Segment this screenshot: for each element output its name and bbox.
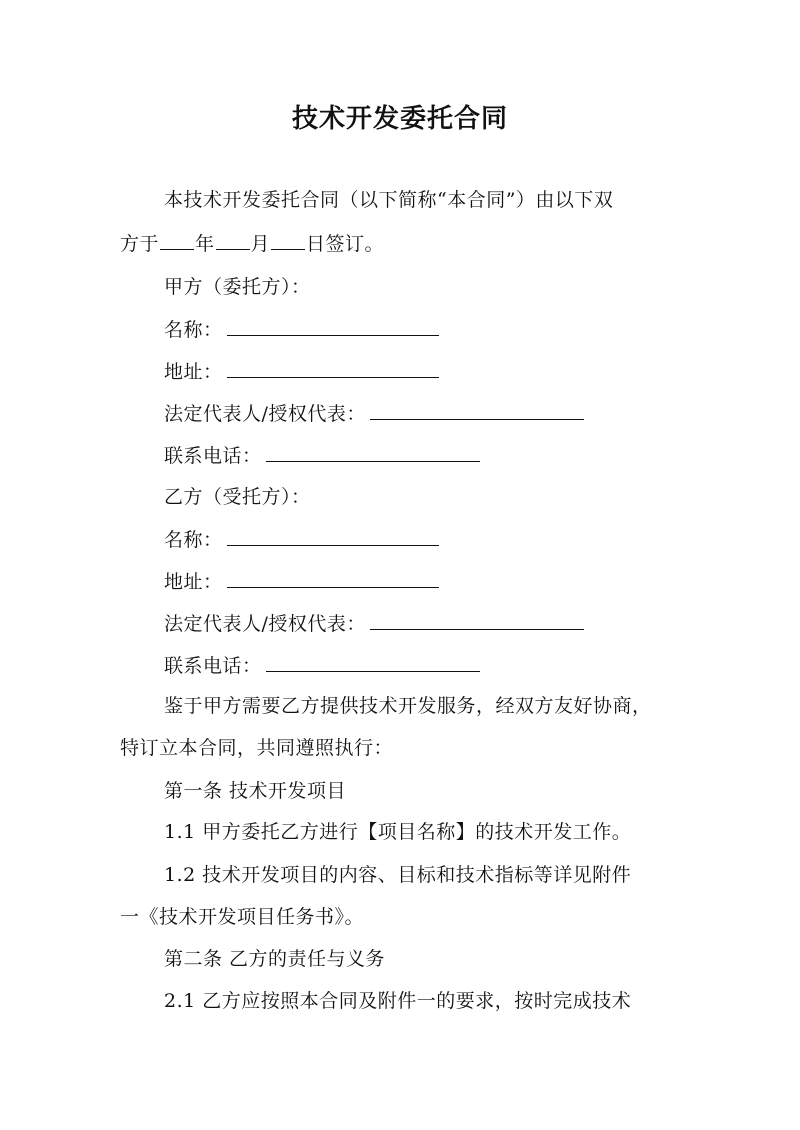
intro-line-2	[120, 230, 700, 258]
article-2-heading: 第二条 乙方的责任与义务	[164, 948, 386, 970]
party-a-phone-row	[120, 441, 744, 470]
day-blank[interactable]	[271, 231, 305, 250]
party-b-name-field[interactable]	[227, 525, 439, 546]
party-b-rep-field[interactable]	[370, 609, 584, 630]
party-a-phone-field[interactable]	[266, 441, 480, 462]
party-a-name-field[interactable]	[227, 315, 439, 336]
party-b-address-row	[120, 567, 744, 596]
intro-day-label: 日签订。	[306, 233, 385, 255]
party-a-heading: 甲方（委托方）：	[164, 276, 311, 298]
clause-1-2-line-2: 一《技术开发项目任务书》。	[120, 906, 365, 928]
year-blank[interactable]	[160, 231, 194, 250]
month-blank[interactable]	[216, 231, 250, 250]
party-a-rep-field[interactable]	[370, 399, 584, 420]
party-b-name-label: 名称：	[164, 529, 223, 551]
article-1-heading: 第一条 技术开发项目	[164, 780, 347, 802]
party-b-phone-row	[120, 651, 744, 680]
document-title: 技术开发委托合同	[291, 104, 508, 134]
party-a-rep-row	[120, 399, 744, 428]
party-b-address-label: 地址：	[164, 571, 223, 593]
intro-year-label: 年	[195, 233, 215, 255]
party-b-rep-label: 法定代表人/授权代表：	[164, 613, 366, 635]
party-b-rep-row	[120, 609, 744, 638]
party-b-name-row	[120, 525, 744, 554]
party-a-name-row	[120, 315, 744, 344]
whereas-line-1: 鉴于甲方需要乙方提供技术开发服务，经双方友好协商，	[164, 695, 652, 717]
party-b-heading: 乙方（受托方）：	[164, 486, 311, 508]
party-a-address-label: 地址：	[164, 361, 223, 383]
party-b-address-field[interactable]	[227, 567, 439, 588]
intro-month-label: 月	[250, 233, 271, 255]
clause-1-2-line-1: 1.2 技术开发项目的内容、目标和技术指标等详见附件	[164, 864, 632, 886]
intro-line-1: 本技术开发委托合同（以下简称“本合同”）由以下双	[164, 189, 614, 211]
clause-1-1: 1.1 甲方委托乙方进行【项目名称】的技术开发工作。	[164, 821, 632, 843]
party-a-address-field[interactable]	[227, 357, 439, 378]
party-b-phone-label: 联系电话：	[164, 655, 262, 677]
party-a-rep-label: 法定代表人/授权代表：	[164, 403, 366, 425]
clause-2-1-line-1: 2.1 乙方应按照本合同及附件一的要求，按时完成技术	[164, 990, 632, 1012]
party-a-address-row	[120, 357, 744, 386]
party-a-name-label: 名称：	[164, 319, 223, 341]
whereas-line-2: 特订立本合同，共同遵照执行：	[120, 737, 394, 759]
party-a-phone-label: 联系电话：	[164, 445, 262, 467]
intro-prefix: 方于	[120, 233, 160, 255]
party-b-phone-field[interactable]	[266, 651, 480, 672]
